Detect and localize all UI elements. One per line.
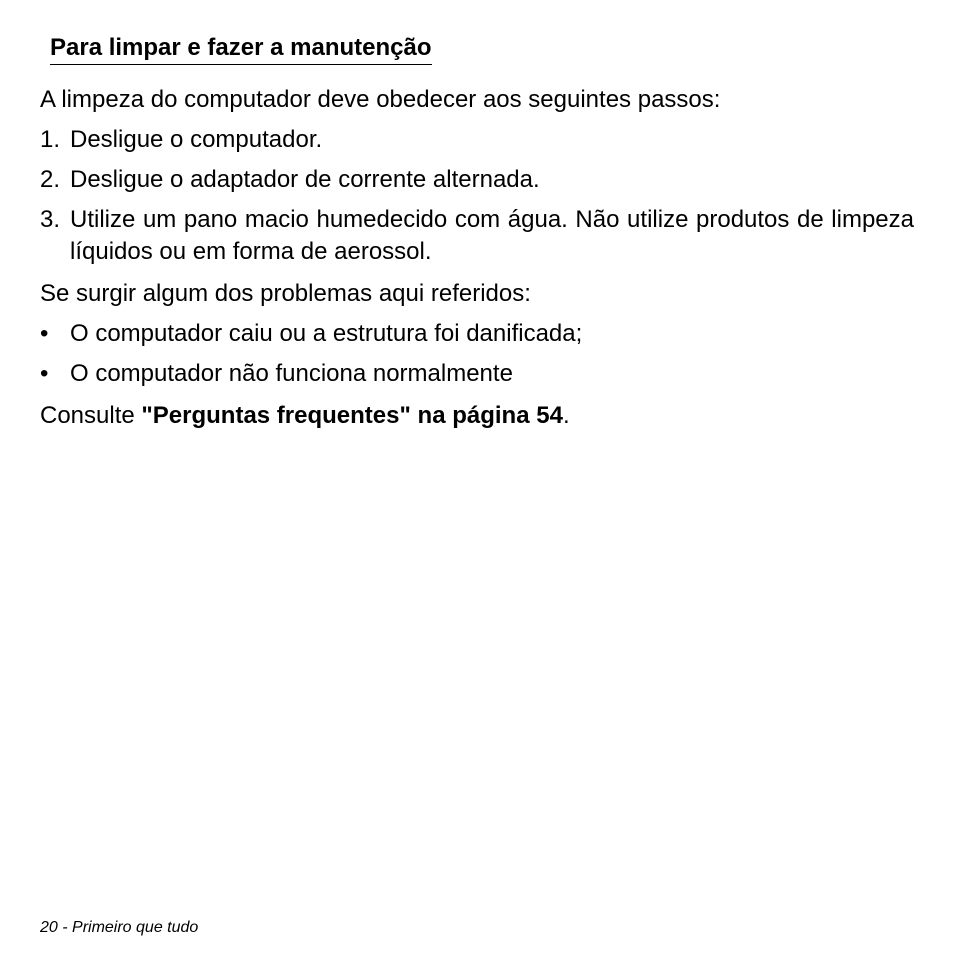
bullet: • — [40, 320, 49, 347]
step-text: Utilize um pano macio humedecido com água. Não utilize produtos de limpeza líquidos ou em forma de aerossol. — [70, 206, 914, 265]
section-title: Para limpar e fazer a manutenção — [50, 33, 432, 65]
problem-text: O computador caiu ou a estrutura foi danificada; — [70, 320, 583, 347]
bullet: • — [40, 360, 49, 387]
consult-prefix: Consulte — [40, 402, 142, 429]
faq-link[interactable]: "Perguntas frequentes" na página 54 — [141, 402, 563, 429]
problem-text: O computador não funciona normalmente — [70, 360, 513, 387]
consult-suffix: . — [562, 402, 570, 429]
step-number: 1. — [40, 126, 61, 153]
step-text: Desligue o computador. — [70, 126, 323, 153]
page-footer: 20 - Primeiro que tudo — [40, 919, 199, 936]
step-number: 2. — [40, 166, 61, 193]
step-number: 3. — [40, 206, 61, 233]
step-text: Desligue o adaptador de corrente alternada. — [70, 166, 540, 193]
problem-item-2 — [40, 358, 914, 390]
step-item-3 — [40, 204, 914, 268]
intro-paragraph: A limpeza do computador deve obedecer aos seguintes passos: — [40, 86, 721, 113]
step-item-2 — [40, 164, 914, 196]
step-item-1 — [40, 124, 914, 156]
consult-paragraph — [40, 400, 914, 432]
problem-item-1 — [40, 318, 914, 350]
problems-intro-paragraph: Se surgir algum dos problemas aqui referidos: — [40, 280, 531, 307]
